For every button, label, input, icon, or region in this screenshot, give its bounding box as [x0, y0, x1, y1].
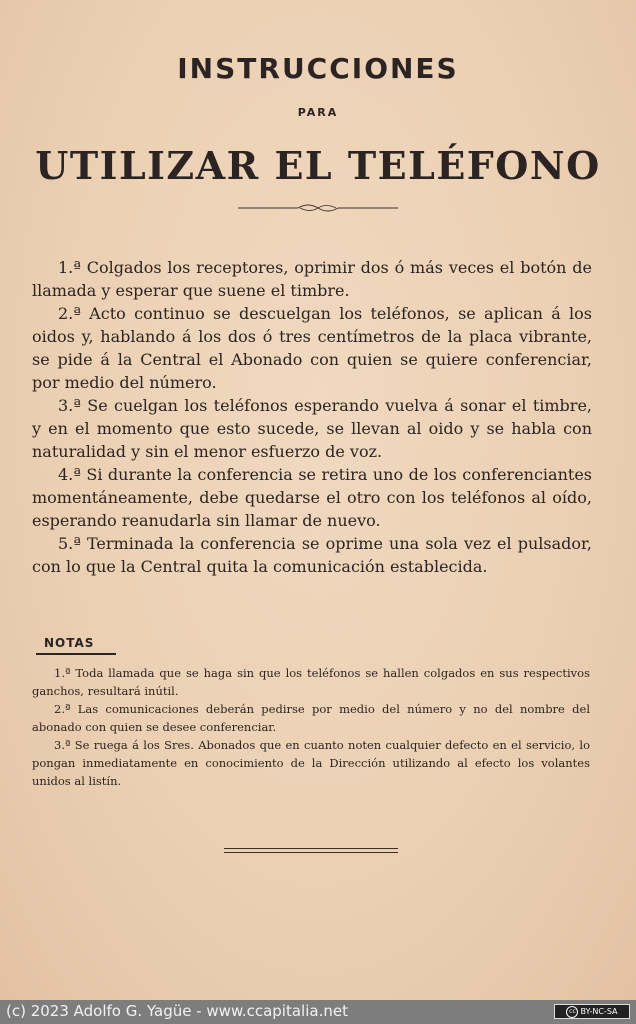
note-item: 2.ª Las comunicaciones deberán pedirse por medio del número y no del nombre del abonado con quien se desee conferenciar.	[32, 702, 590, 734]
notes-heading: NOTAS	[44, 636, 95, 650]
instruction-item: 3.ª Se cuelgan los teléfonos esperando vuelva á sonar el timbre, y en el momento que esto sucede, se llevan al oido y se habla con naturalidad y sin el menor esfuerzo de voz.	[32, 396, 592, 461]
copyright-credit: (c) 2023 Adolfo G. Yagüe - www.ccapitalia.net	[6, 1002, 348, 1020]
note-item: 3.ª Se ruega á los Sres. Abonados que en cuanto noten cualquier defecto en el servicio, lo pongan inmediatamente en conocimiento de la Dirección utilizando al efecto los volantes unidos al listín.	[32, 738, 590, 788]
notes-list	[32, 664, 590, 790]
footer-bar	[0, 1000, 636, 1024]
instruction-item: 5.ª Terminada la conferencia se oprime una sola vez el pulsador, con lo que la Central quita la comunicación establecida.	[32, 534, 592, 576]
license-badge[interactable]	[554, 1004, 630, 1019]
instruction-item: 2.ª Acto continuo se descuelgan los teléfonos, se aplican á los oidos y, hablando á los dos ó tres centímetros de la placa vibrante, se pide á la Central el Abonado con quien se quiere conferenciar, por medio del número.	[32, 304, 592, 392]
notes-underline	[36, 653, 116, 655]
note-item: 1.ª Toda llamada que se haga sin que los teléfonos se hallen colgados en sus respectivos ganchos, resultará inútil.	[32, 666, 590, 698]
creative-commons-icon: cc	[566, 1006, 578, 1018]
document-title: INSTRUCCIONES	[177, 52, 459, 85]
end-double-rule	[224, 848, 398, 853]
document-subtitle: UTILIZAR EL TELÉFONO	[35, 143, 601, 188]
instructions-list	[32, 256, 592, 578]
title-connector: PARA	[297, 106, 339, 119]
ornament-divider	[238, 200, 398, 216]
instruction-item: 1.ª Colgados los receptores, oprimir dos ó más veces el botón de llamada y esperar que suene el timbre.	[32, 258, 592, 300]
license-label: BY-NC-SA	[580, 1007, 618, 1016]
instruction-item: 4.ª Si durante la conferencia se retira uno de los conferenciantes momentáneamente, debe quedarse el otro con los teléfonos al oído, esperando reanudarla sin llamar de nuevo.	[32, 465, 592, 530]
